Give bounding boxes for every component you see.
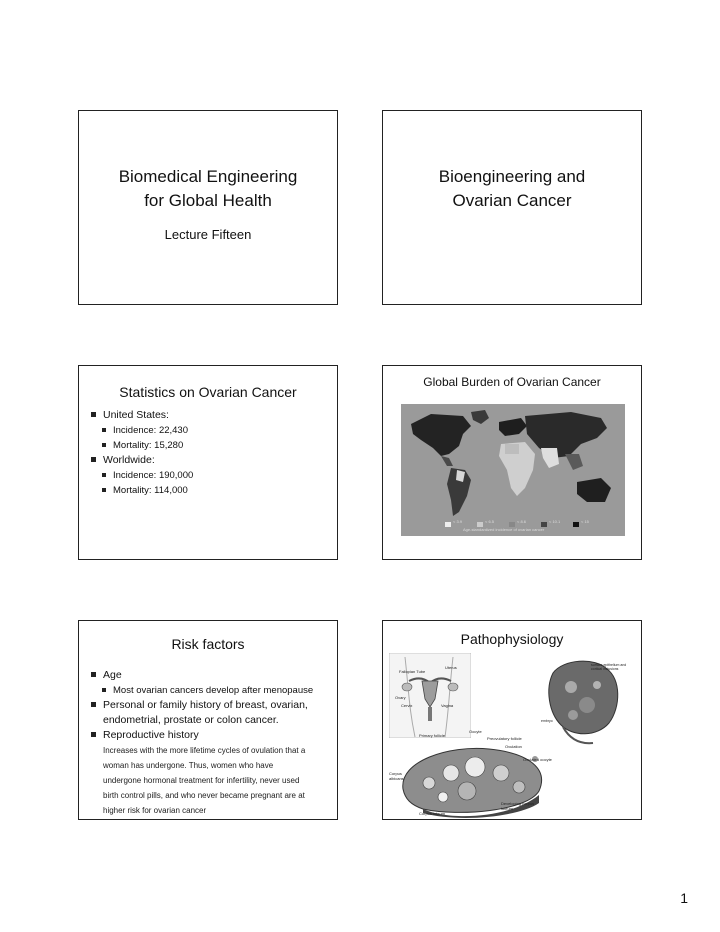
- bullet-reproductive: Reproductive history: [89, 728, 334, 743]
- slide-2-title-line1: Bioengineering and: [438, 167, 586, 186]
- slide-2-title-line2: Ovarian Cancer: [452, 191, 572, 210]
- legend-item-3: < 8.6: [517, 519, 527, 524]
- label-corpus-albicans: Corpus albicans: [389, 771, 404, 781]
- uterus-labels: [391, 657, 471, 737]
- reproductive-note-5: higher risk for ovarian cancer: [103, 806, 207, 815]
- map-caption: Age-standardized incidence of ovarian cancer: [463, 527, 545, 532]
- slide-3: [78, 365, 338, 560]
- slide-1-subtitle: Lecture Fifteen: [164, 227, 252, 242]
- label-primary-follicle: Primary follicle: [419, 733, 446, 738]
- cycle-labels: [389, 727, 559, 819]
- slide-1-title-line2: for Global Health: [144, 191, 272, 210]
- slide-6: [382, 620, 642, 820]
- slide-3-bullets: [89, 408, 329, 498]
- slide-1-title-line1: Biomedical Engineering: [118, 167, 298, 186]
- bullet-united-states: United States:: [89, 408, 329, 423]
- label-preovulatory-follicle: Preovulatory follicle: [487, 736, 522, 741]
- bullet-us-incidence: Incidence: 22,430: [89, 423, 329, 438]
- reproductive-note-4: birth control pills, and who never became pregnant are at: [103, 791, 305, 800]
- label-ovulation: Ovulation: [505, 744, 522, 749]
- bullet-age-detail: Most ovarian cancers develop after menopause: [89, 683, 334, 698]
- label-fallopian-tube: Fallopian Tube: [399, 669, 426, 674]
- slide-5: [78, 620, 338, 820]
- label-ovulated-oocyte: Ovulated oocyte: [523, 757, 552, 762]
- slide-2-title: [383, 165, 641, 213]
- page-number: 1: [680, 890, 688, 906]
- legend-item-2: < 6.5: [485, 519, 495, 524]
- slide-2: [382, 110, 642, 305]
- legend-item-5: < 15: [581, 519, 589, 524]
- bullet-history: Personal or family history of breast, ovarian,: [89, 698, 334, 713]
- slide-1: [78, 110, 338, 305]
- bullet-world-mortality: Mortality: 114,000: [89, 483, 329, 498]
- world-map-image: [401, 404, 625, 536]
- bullet-history-cont: endometrial, prostate or colon cancer.: [103, 714, 279, 726]
- label-developing-corpus-luteum: Developing corpus luteum: [501, 801, 535, 811]
- label-oocyte: Oocyte: [469, 729, 482, 734]
- slide-5-bullets: [89, 668, 334, 818]
- label-embryo: embryo: [541, 719, 553, 723]
- bullet-worldwide: Worldwide:: [89, 453, 329, 468]
- label-vagina: Vagina: [441, 703, 454, 708]
- slide-1-title: [79, 165, 337, 213]
- slide-3-title: Statistics on Ovarian Cancer: [119, 384, 297, 400]
- reproductive-note-2: woman has undergone. Thus, women who have: [103, 761, 274, 770]
- bullet-us-mortality: Mortality: 15,280: [89, 438, 329, 453]
- legend-item-1: < 3.9: [453, 519, 463, 524]
- label-uterus: Uterus: [445, 665, 457, 670]
- label-corpus-luteum: Corpus luteum: [419, 811, 446, 816]
- reproductive-note-3: undergone hormonal treatment for infertility, never used: [103, 776, 300, 785]
- reproductive-note-1: Increases with the more lifetime cycles of ovulation that a: [103, 746, 306, 755]
- bullet-age: Age: [89, 668, 334, 683]
- slide-4-title: Global Burden of Ovarian Cancer: [423, 375, 601, 389]
- label-surface-epithelium: surface epithelium and cortical inclusions: [591, 663, 627, 671]
- legend-item-4: < 10.1: [549, 519, 561, 524]
- label-cervix: Cervix: [401, 703, 413, 708]
- label-ovary: Ovary: [395, 695, 406, 700]
- slide-6-title: Pathophysiology: [460, 631, 564, 647]
- slide-4: [382, 365, 642, 560]
- bullet-world-incidence: Incidence: 190,000: [89, 468, 329, 483]
- slide-5-title: Risk factors: [171, 636, 245, 652]
